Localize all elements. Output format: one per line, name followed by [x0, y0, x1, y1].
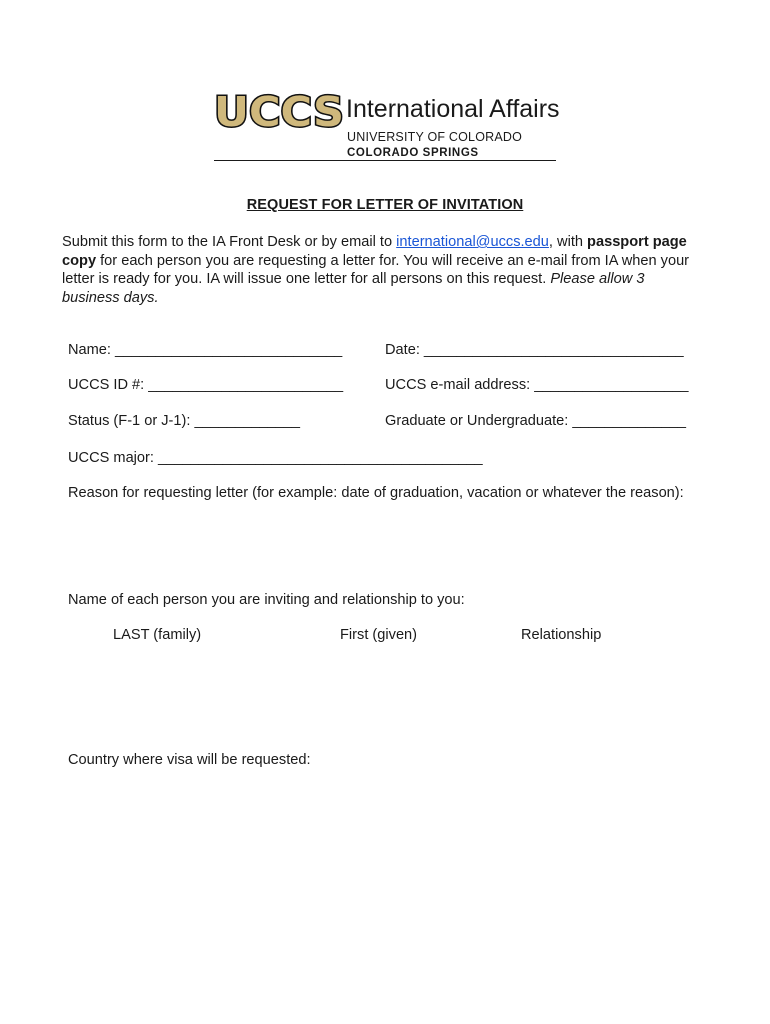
column-last-name: LAST (family) — [113, 627, 202, 643]
uccs-email-field[interactable]: UCCS e-mail address: ___________________ — [385, 377, 689, 393]
intro-text-3: for each person you are requesting a letter for. You will receive an e-mail from IA when your letter is ready for you. IA will issue one letter for all persons on this request. — [62, 252, 690, 287]
level-field[interactable]: Graduate or Undergraduate: ______________ — [385, 413, 687, 429]
intro-paragraph — [62, 233, 702, 307]
email-link[interactable]: international@uccs.edu — [396, 234, 549, 250]
intro-bold-text: passport page copy — [62, 234, 687, 269]
date-field[interactable]: Date: ________________________________ — [385, 342, 684, 358]
letterhead — [214, 90, 558, 162]
university-name: UNIVERSITY OF COLORADO — [347, 130, 523, 144]
status-field[interactable]: Status (F-1 or J-1): _____________ — [68, 413, 301, 429]
office-title: International Affairs — [346, 95, 560, 123]
campus-name: COLORADO SPRINGS — [347, 147, 479, 159]
intro-text-1: Submit this form to the IA Front Desk or by email to — [62, 234, 397, 250]
column-first-name: First (given) — [340, 627, 418, 643]
column-relationship: Relationship — [521, 627, 602, 643]
form-title: REQUEST FOR LETTER OF INVITATION — [246, 197, 524, 213]
invitees-label: Name of each person you are inviting and relationship to you: — [68, 592, 465, 608]
major-field[interactable]: UCCS major: ________________________________________ — [68, 450, 483, 466]
uccs-logo: UCCS — [214, 88, 344, 136]
intro-italic-text: Please allow 3 business days. — [62, 271, 645, 306]
intro-text-2: , with — [548, 234, 588, 250]
name-field[interactable]: Name: ____________________________ — [68, 342, 343, 358]
uccs-id-field[interactable]: UCCS ID #: ________________________ — [68, 377, 344, 393]
country-label: Country where visa will be requested: — [68, 752, 311, 768]
reason-label: Reason for requesting letter (for example: date of graduation, vacation or whatever the reason): — [68, 485, 684, 501]
letterhead-divider — [214, 160, 556, 161]
